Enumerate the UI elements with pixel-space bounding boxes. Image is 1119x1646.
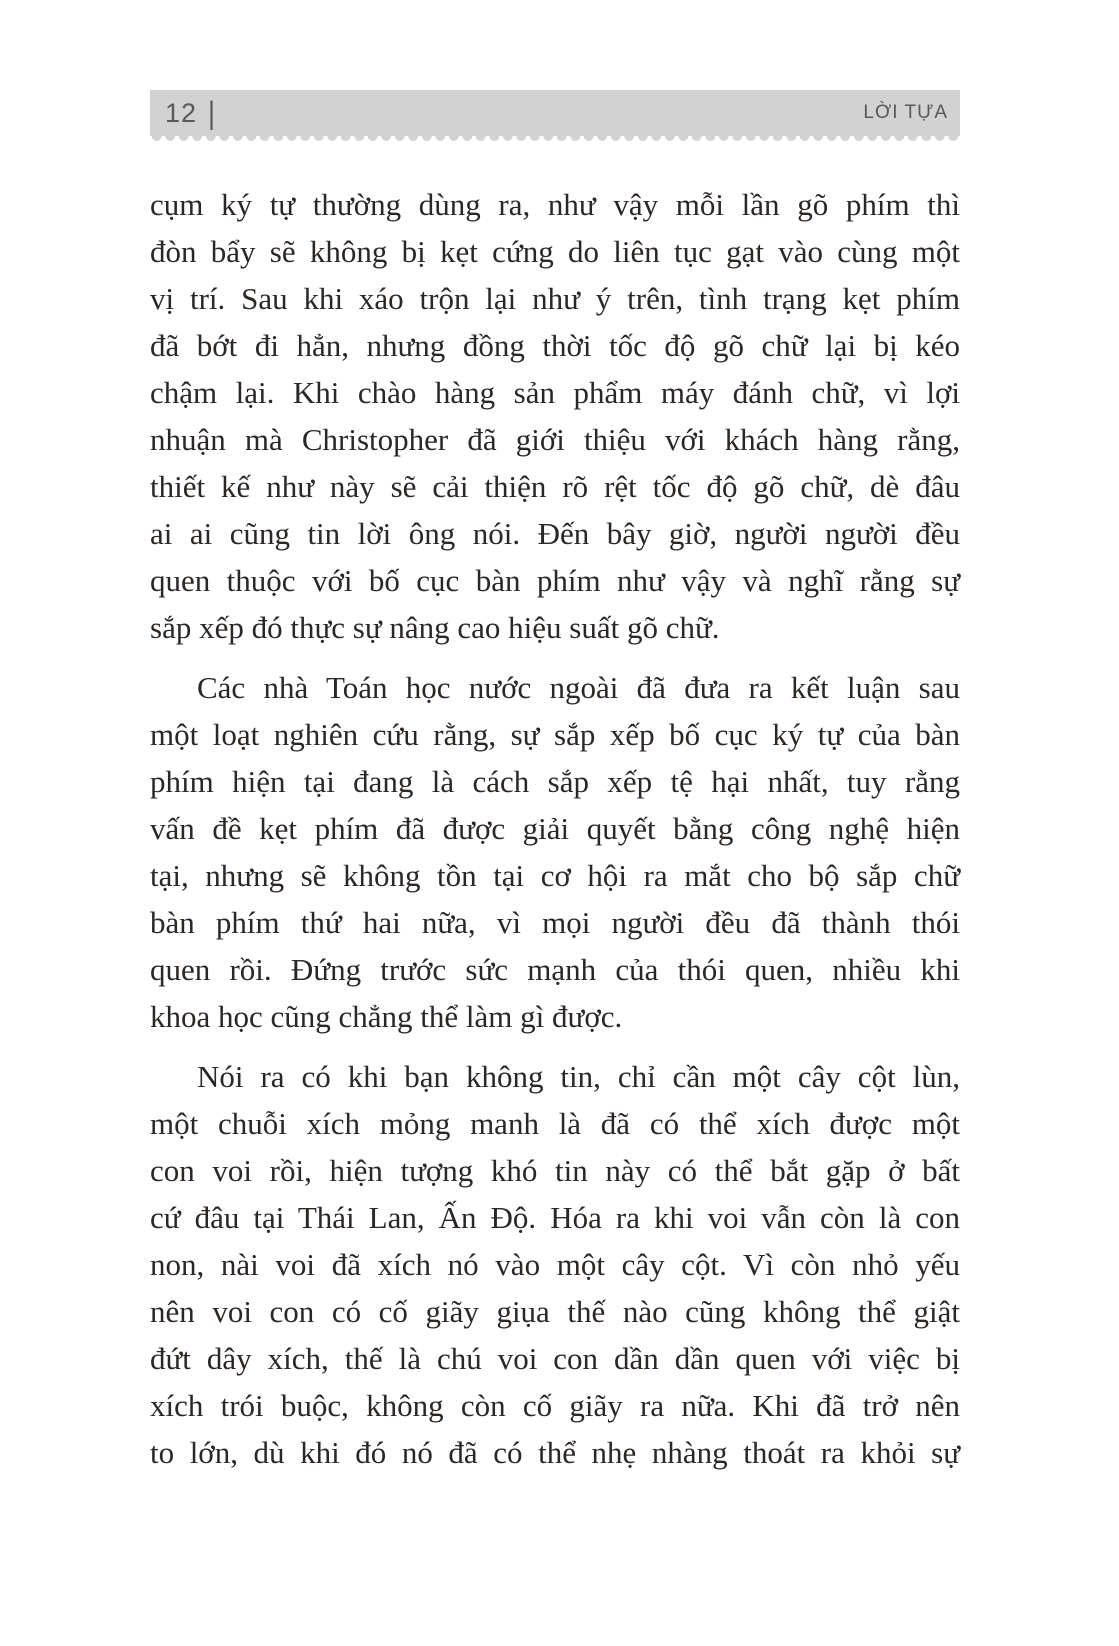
text-line: Nói ra có khi bạn không tin, chỉ cần một cây cột lùn, [197, 1059, 960, 1094]
text-line: chậm lại. Khi chào hàng sản phẩm máy đánh chữ, vì lợi [150, 375, 960, 410]
header-right [863, 102, 948, 124]
page-header [150, 90, 960, 136]
text-line: vị trí. Sau khi xáo trộn lại như ý trên, tình trạng kẹt phím [150, 281, 960, 316]
text-line: nên voi con có cố giãy giụa thế nào cũng không thể giật [150, 1294, 960, 1329]
text-line: đòn bẩy sẽ không bị kẹt cứng do liên tục gạt vào cùng một [150, 234, 960, 269]
text-line: cứ đâu tại Thái Lan, Ấn Độ. Hóa ra khi voi vẫn còn là con [150, 1200, 960, 1235]
text-line: nhuận mà Christopher đã giới thiệu với khách hàng rằng, [150, 422, 960, 457]
text-line: quen rồi. Đứng trước sức mạnh của thói quen, nhiều khi [150, 952, 960, 987]
text-line: sắp xếp đó thực sự nâng cao hiệu suất gõ chữ. [150, 610, 720, 645]
paragraph [150, 664, 960, 1040]
text-line: non, nài voi đã xích nó vào một cây cột. Vì còn nhỏ yếu [150, 1247, 960, 1282]
page-number: 12 [165, 97, 198, 128]
text-line: Các nhà Toán học nước ngoài đã đưa ra kết luận sau [197, 670, 960, 705]
text-line: bàn phím thứ hai nữa, vì mọi người đều đã thành thói [150, 905, 960, 940]
page-body [150, 181, 960, 1476]
text-line: cụm ký tự thường dùng ra, như vậy mỗi lần gõ phím thì [150, 187, 960, 222]
paragraph [150, 1053, 960, 1476]
text-line: con voi rồi, hiện tượng khó tin này có thể bắt gặp ở bất [150, 1153, 960, 1188]
text-line: một chuỗi xích mỏng manh là đã có thể xích được một [150, 1106, 960, 1141]
header-separator: | [208, 95, 217, 130]
text-line: một loạt nghiên cứu rằng, sự sắp xếp bố cục ký tự của bàn [150, 717, 960, 752]
header-left [165, 95, 217, 130]
text-line: ai ai cũng tin lời ông nói. Đến bây giờ, người người đều [150, 516, 960, 551]
text-line: đứt dây xích, thế là chú voi con dần dần quen với việc bị [150, 1341, 960, 1376]
paragraph [150, 181, 960, 651]
text-line: phím hiện tại đang là cách sắp xếp tệ hại nhất, tuy rằng [150, 764, 960, 799]
chapter-title: LỜI TỰA [863, 102, 948, 123]
text-line: to lớn, dù khi đó nó đã có thể nhẹ nhàng thoát ra khỏi sự [150, 1435, 960, 1470]
text-line: xích trói buộc, không còn cố giãy ra nữa. Khi đã trở nên [150, 1388, 960, 1423]
text-line: khoa học cũng chẳng thể làm gì được. [150, 999, 623, 1034]
text-line: thiết kế như này sẽ cải thiện rõ rệt tốc độ gõ chữ, dè đâu [150, 469, 960, 504]
text-line: quen thuộc với bố cục bàn phím như vậy và nghĩ rằng sự [150, 563, 960, 598]
text-line: tại, nhưng sẽ không tồn tại cơ hội ra mắt cho bộ sắp chữ [150, 858, 960, 893]
text-line: đã bớt đi hẳn, nhưng đồng thời tốc độ gõ chữ lại bị kéo [150, 328, 960, 363]
text-line: vấn đề kẹt phím đã được giải quyết bằng công nghệ hiện [150, 811, 960, 846]
